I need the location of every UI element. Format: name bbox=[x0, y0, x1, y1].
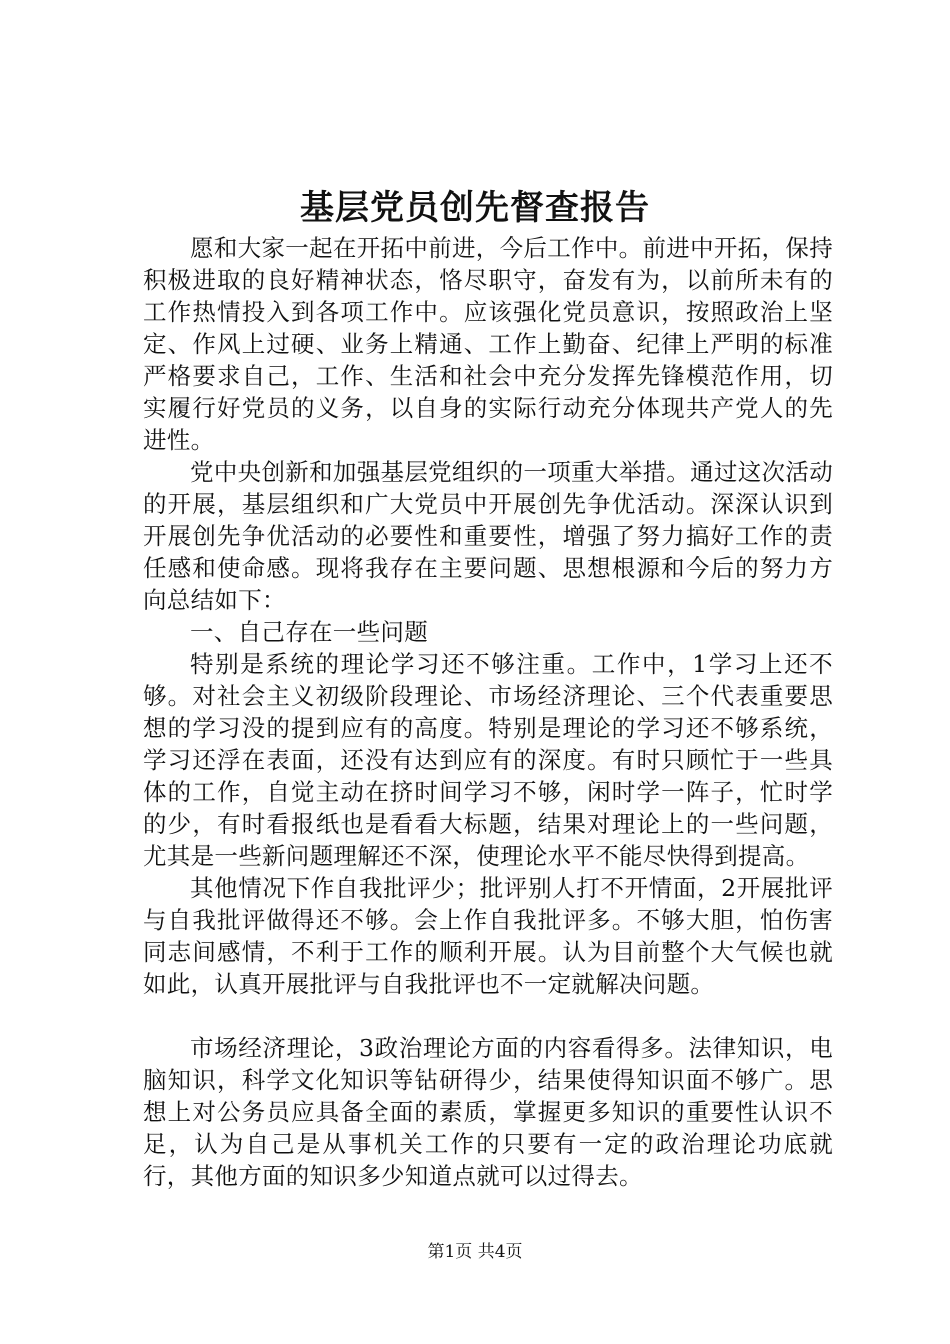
paragraph: 市场经济理论，3政治理论方面的内容看得多。法律知识，电脑知识，科学文化知识等钻研得少，结果使得知识面不够广。思想上对公务员应具备全面的素质，掌握更多知识的重要性认识不足，认为自己是从事机关工作的只要有一定的政治理论功底就行，其他方面的知识多少知道点就可以过得去。 bbox=[143, 1034, 833, 1190]
document-body bbox=[143, 232, 833, 1192]
paragraph: 党中央创新和加强基层党组织的一项重大举措。通过这次活动的开展，基层组织和广大党员中开展创先争优活动。深深认识到开展创先争优活动的必要性和重要性，增强了努力搞好工作的责任感和使命感。现将我存在主要问题、思想根源和今后的努力方向总结如下： bbox=[143, 458, 833, 614]
paragraph: 特别是系统的理论学习还不够注重。工作中，1学习上还不够。对社会主义初级阶段理论、市场经济理论、三个代表重要思想的学习没的提到应有的高度。特别是理论的学习还不够系统，学习还浮在表面，还没有达到应有的深度。有时只顾忙于一些具体的工作，自觉主动在挤时间学习不够，闲时学一阵子，忙时学的少，有时看报纸也是看看大标题，结果对理论上的一些问题，尤其是一些新问题理解还不深，使理论水平不能尽快得到提高。 bbox=[143, 650, 833, 870]
paragraph: 其他情况下作自我批评少；批评别人打不开情面，2开展批评与自我批评做得还不够。会上作自我批评多。不够大胆，怕伤害同志间感情，不利于工作的顺利开展。认为目前整个大气候也就如此，认真开展批评与自我批评也不一定就解决问题。 bbox=[143, 874, 833, 998]
page-indicator: 第1页 共4页 bbox=[427, 1242, 523, 1262]
section-heading: 一、自己存在一些问题 bbox=[190, 618, 428, 646]
paragraph: 愿和大家一起在开拓中前进，今后工作中。前进中开拓，保持积极进取的良好精神状态，恪尽职守，奋发有为，以前所未有的工作热情投入到各项工作中。应该强化党员意识，按照政治上坚定、作风上过硬、业务上精通、工作上勤奋、纪律上严明的标准严格要求自己，工作、生活和社会中充分发挥先锋模范作用，切实履行好党员的义务，以自身的实际行动充分体现共产党人的先进性。 bbox=[143, 234, 833, 454]
document-title: 基层党员创先督查报告 bbox=[300, 188, 650, 228]
